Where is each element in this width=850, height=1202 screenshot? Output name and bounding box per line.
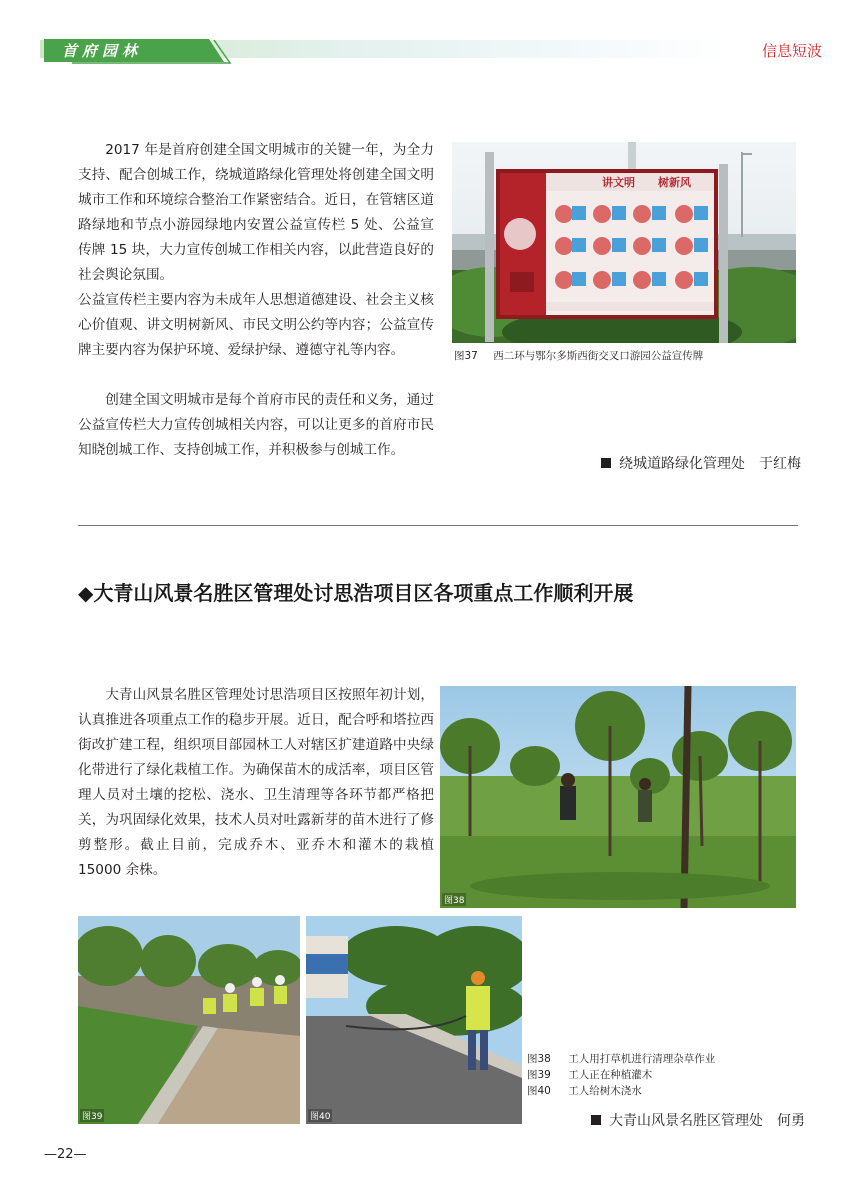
photo-fig37-billboard — [452, 142, 796, 343]
section-label: 信息短波 — [761, 42, 822, 60]
fig38-caption-text: 工人用打草机进行清理杂草作业 — [568, 1053, 716, 1065]
article1-author-text: 绕城道路绿化管理处 于红梅 — [619, 456, 801, 472]
article1-paragraph-3: 创建全国文明城市是每个首府市民的责任和义务，通过公益宣传栏大力宣传创城相关内容，可以让更多的首府市民知晓创城工作、支持创城工作，并积极参与创城工作。 — [78, 392, 434, 458]
fig40-caption-number: 图40 — [527, 1085, 551, 1097]
fig38-caption — [527, 1051, 715, 1066]
magazine-title: 首府园林 — [62, 42, 143, 60]
square-bullet-icon — [601, 458, 611, 468]
article1-paragraph-1: 2017 年是首府创建全国文明城市的关键一年，为全力支持、配合创城工作，绕城道路绿化管理处将创建全国文明城市工作和环境综合整治工作紧密结合。近日，在管辖区道路绿地和节点小游园绿地内安置公益宣传栏 5 处、公益宣传牌 15 块，大力宣传创城工作相关内容，以此营造良好的社会舆论氛围。 — [78, 142, 434, 283]
article2-author-text: 大青山风景名胜区管理处 何勇 — [609, 1113, 805, 1129]
fig40-photo-tag: 图40 — [308, 1109, 332, 1122]
article2-headline: ◆大青山风景名胜区管理处讨思浩项目区各项重点工作顺利开展 — [78, 581, 634, 605]
fig40-caption — [527, 1083, 642, 1098]
billboard-title-right: 树新风 — [658, 176, 691, 189]
fig38-photo-tag: 图38 — [442, 893, 466, 906]
article1-author — [601, 453, 801, 473]
fig37-caption — [454, 348, 703, 363]
photo-fig38-grass-trimming — [440, 686, 796, 908]
article2-paragraph: 大青山风景名胜区管理处讨思浩项目区按照年初计划，认真推进各项重点工作的稳步开展。近日，配合呼和塔拉西街改扩建工程，组织项目部园林工人对辖区扩建道路中央绿化带进行了绿化栽植工作。为确保苗木的成活率，项目区管理人员对土壤的挖松、浇水、卫生清理等各环节都严格把关，为巩固绿化效果，技术人员对吐露新芽的苗木进行了修剪整形。截止目前，完成乔木、亚乔木和灌木的栽植 15000 余株。 — [78, 687, 434, 878]
article2-author — [591, 1110, 805, 1130]
article1-paragraph-2: 公益宣传栏主要内容为未成年人思想道德建设、社会主义核心价值观、讲文明树新风、市民文明公约等内容；公益宣传牌主要内容为保护环境、爱绿护绿、遵德守礼等内容。 — [78, 292, 434, 358]
photo-fig40-watering — [306, 916, 522, 1124]
square-bullet-icon — [591, 1115, 601, 1125]
fig37-caption-number: 图37 — [454, 350, 478, 362]
billboard-title-left: 讲文明 — [602, 176, 635, 189]
fig38-caption-number: 图38 — [527, 1053, 551, 1065]
page-number: —22— — [44, 1147, 87, 1162]
section-divider — [78, 525, 798, 526]
photo-fig39-planting — [78, 916, 300, 1124]
fig39-caption-number: 图39 — [527, 1069, 551, 1081]
fig37-caption-text: 西二环与鄂尔多斯西街交叉口游园公益宣传牌 — [493, 350, 704, 362]
fig39-photo-tag: 图39 — [80, 1109, 104, 1122]
fig39-caption-text: 工人正在种植灌木 — [568, 1069, 653, 1081]
fig40-caption-text: 工人给树木浇水 — [568, 1085, 642, 1097]
fig39-caption — [527, 1067, 652, 1082]
